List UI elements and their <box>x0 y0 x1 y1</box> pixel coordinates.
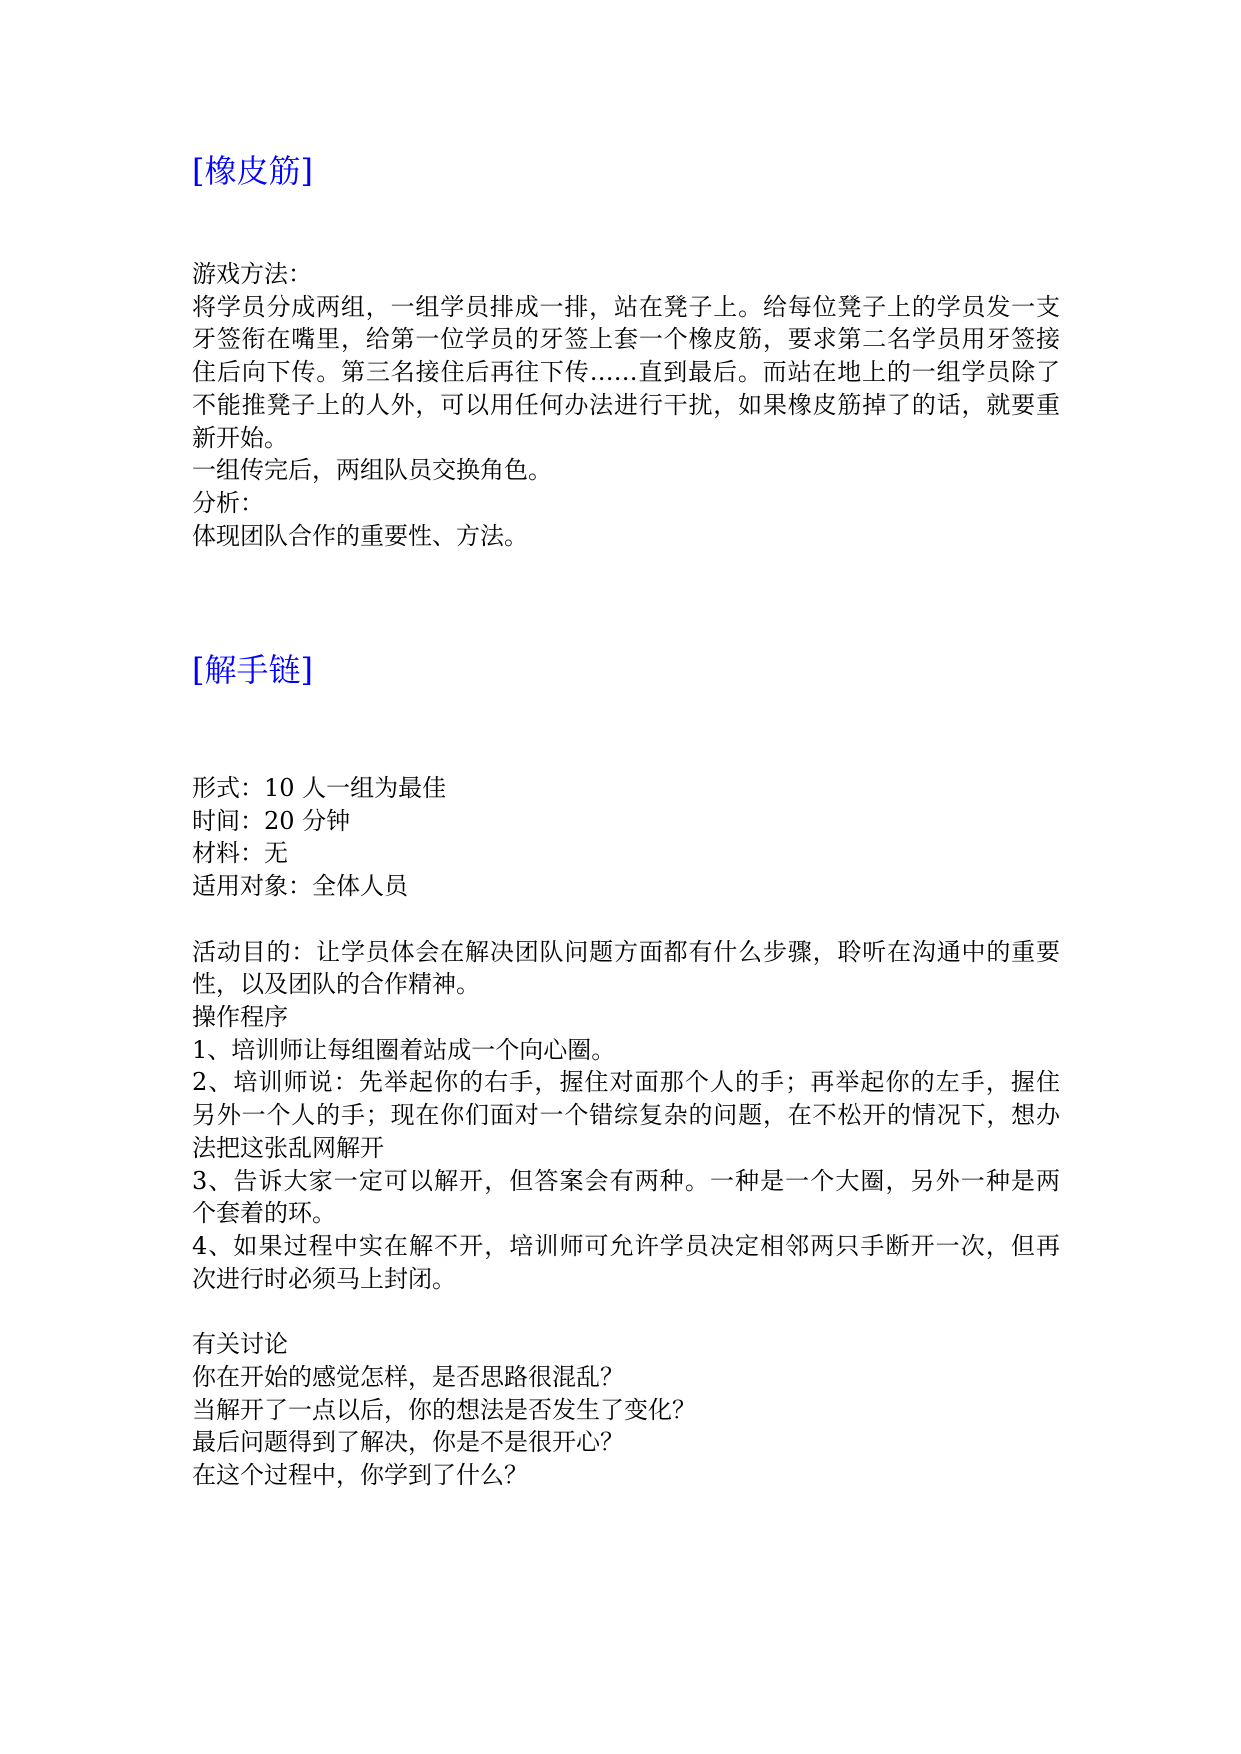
procedure-step-2: 2、培训师说：先举起你的右手，握住对面那个人的手；再举起你的左手，握住 <box>192 1068 1060 1097</box>
method-label: 游戏方法： <box>192 260 312 288</box>
procedure-step-4: 4、如果过程中实在解不开，培训师可允许学员决定相邻两只手断开一次，但再 <box>192 1232 1060 1261</box>
procedure-step-4: 次进行时必须马上封闭。 <box>192 1264 456 1293</box>
role-swap-text: 一组传完后，两组队员交换角色。 <box>192 456 552 485</box>
objective-line: 性，以及团队的合作精神。 <box>192 970 480 999</box>
objective-line: 活动目的：让学员体会在解决团队问题方面都有什么步骤，聆听在沟通中的重要 <box>192 937 1060 966</box>
method-text-line: 不能推凳子上的人外，可以用任何办法进行干扰，如果橡皮筋掉了的话，就要重 <box>192 390 1060 419</box>
method-text-line: 新开始。 <box>192 423 288 452</box>
analysis-label: 分析： <box>192 489 264 518</box>
procedure-step-2: 法把这张乱网解开 <box>192 1133 384 1162</box>
discussion-question: 当解开了一点以后，你的想法是否发生了变化？ <box>192 1395 696 1424</box>
hand-chain-game-title: [解手链] <box>192 651 313 689</box>
discussion-question: 在这个过程中，你学到了什么？ <box>192 1461 528 1490</box>
materials-info: 材料：无 <box>192 839 288 868</box>
rubber-band-game-title: [橡皮筋] <box>192 152 313 190</box>
procedure-label: 操作程序 <box>192 1003 288 1032</box>
procedure-step-3: 个套着的环。 <box>192 1199 336 1228</box>
blank-line <box>192 903 1060 936</box>
method-text-line: 住后向下传。第三名接住后再往下传……直到最后。而站在地上的一组学员除了 <box>192 358 1060 387</box>
rubber-band-game-body <box>192 258 1060 552</box>
procedure-step-1: 1、培训师让每组圈着站成一个向心圈。 <box>192 1035 616 1064</box>
time-info: 时间：20 分钟 <box>192 806 351 835</box>
discussion-question: 你在开始的感觉怎样，是否思路很混乱？ <box>192 1362 624 1391</box>
procedure-step-3: 3、告诉大家一定可以解开，但答案会有两种。一种是一个大圈，另外一种是两 <box>192 1166 1060 1195</box>
analysis-text: 体现团队合作的重要性、方法。 <box>192 521 528 550</box>
hand-chain-game-body <box>192 772 1060 1492</box>
method-text-line: 将学员分成两组，一组学员排成一排，站在凳子上。给每位凳子上的学员发一支 <box>192 292 1060 321</box>
blank-line <box>192 1296 1060 1329</box>
discussion-question: 最后问题得到了解决，你是不是很开心？ <box>192 1428 624 1457</box>
format-info: 形式：10 人一组为最佳 <box>192 774 447 802</box>
procedure-step-2: 另外一个人的手；现在你们面对一个错综复杂的问题，在不松开的情况下，想办 <box>192 1101 1060 1130</box>
method-text-line: 牙签衔在嘴里，给第一位学员的牙签上套一个橡皮筋，要求第二名学员用牙签接 <box>192 325 1060 354</box>
discussion-label: 有关讨论 <box>192 1330 288 1359</box>
audience-info: 适用对象：全体人员 <box>192 872 408 901</box>
